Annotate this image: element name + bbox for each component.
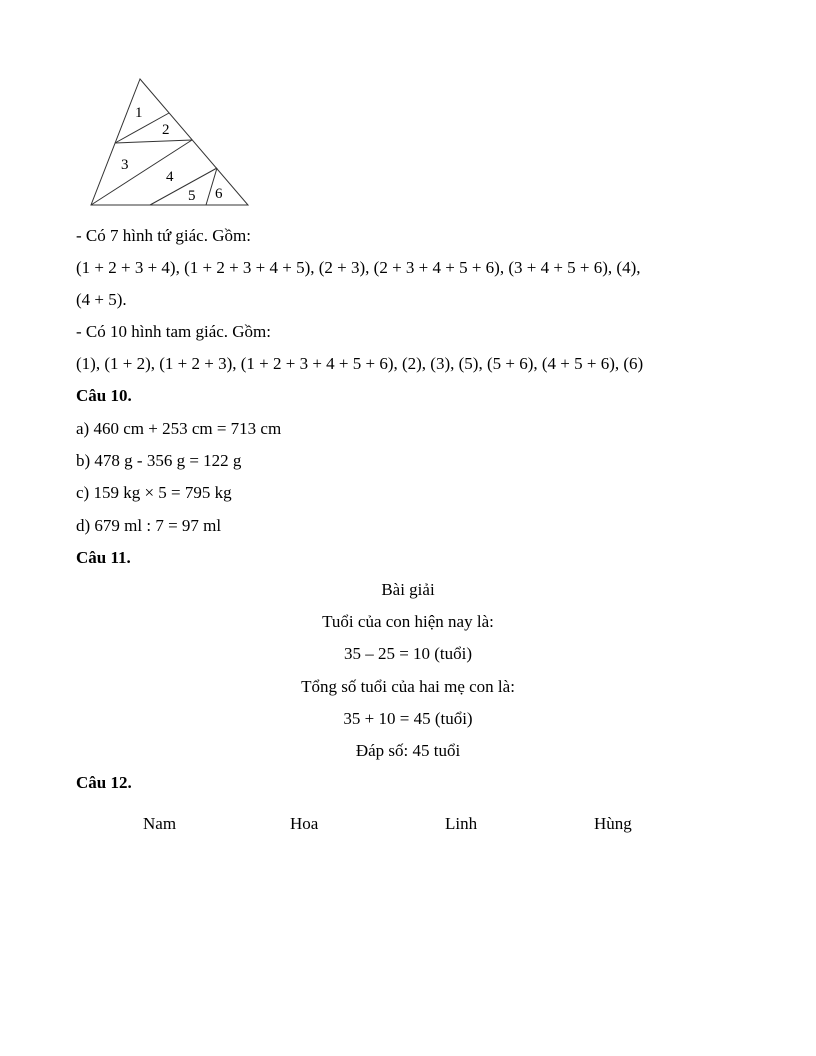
solution-line-1: Tuổi của con hiện nay là: — [322, 612, 494, 631]
region-label-3: 3 — [121, 157, 129, 173]
question-11-title: Câu 11. — [76, 548, 131, 567]
triangles-list-line-1: (1), (1 + 2), (1 + 2 + 3), (1 + 2 + 3 + 4 + 5 + 6), (2), (3), (5), (5 + 6), (4 + 5 + 6), (6) — [76, 354, 644, 373]
quadrilaterals-list-line-1: (1 + 2 + 3 + 4), (1 + 2 + 3 + 4 + 5), (2 + 3), (2 + 3 + 4 + 5 + 6), (3 + 4 + 5 + 6), (4), — [76, 258, 641, 277]
question-12-title: Câu 12. — [76, 773, 132, 792]
solution-heading: Bài giải — [381, 580, 435, 599]
triangles-heading: - Có 10 hình tam giác. Gồm: — [76, 322, 272, 341]
question-10-item-b: b) 478 g - 356 g = 122 g — [76, 451, 242, 470]
outer-triangle — [91, 79, 248, 205]
solution-answer: Đáp số: 45 tuổi — [355, 741, 461, 760]
question-10-item-c: c) 159 kg × 5 = 795 kg — [76, 483, 232, 502]
question-10-item-a: a) 460 cm + 253 cm = 713 cm — [76, 419, 282, 438]
name-nam: Nam — [143, 814, 177, 833]
question-10-item-d: d) 679 ml : 7 = 97 ml — [76, 516, 222, 535]
region-label-1: 1 — [135, 105, 143, 121]
question-10-title: Câu 10. — [76, 386, 132, 405]
region-label-6: 6 — [215, 186, 223, 202]
region-label-2: 2 — [162, 122, 170, 138]
name-hung: Hùng — [594, 814, 632, 833]
solution-calc-2: 35 + 10 = 45 (tuổi) — [343, 709, 473, 728]
triangle-figure — [88, 76, 252, 208]
triangle-diagram — [88, 76, 252, 208]
segment-4-5 — [150, 168, 217, 205]
segment-3-4 — [91, 140, 192, 205]
segment-2-3 — [115, 140, 192, 143]
region-label-4: 4 — [166, 169, 174, 185]
solution-calc-1: 35 – 25 = 10 (tuổi) — [343, 644, 473, 663]
quadrilaterals-heading: - Có 7 hình tứ giác. Gồm: — [76, 226, 251, 245]
solution-line-2: Tổng số tuổi của hai mẹ con là: — [301, 677, 515, 696]
name-linh: Linh — [445, 814, 478, 833]
name-hoa: Hoa — [290, 814, 319, 833]
quadrilaterals-list-line-2: (4 + 5). — [76, 290, 127, 309]
region-label-5: 5 — [188, 188, 196, 204]
